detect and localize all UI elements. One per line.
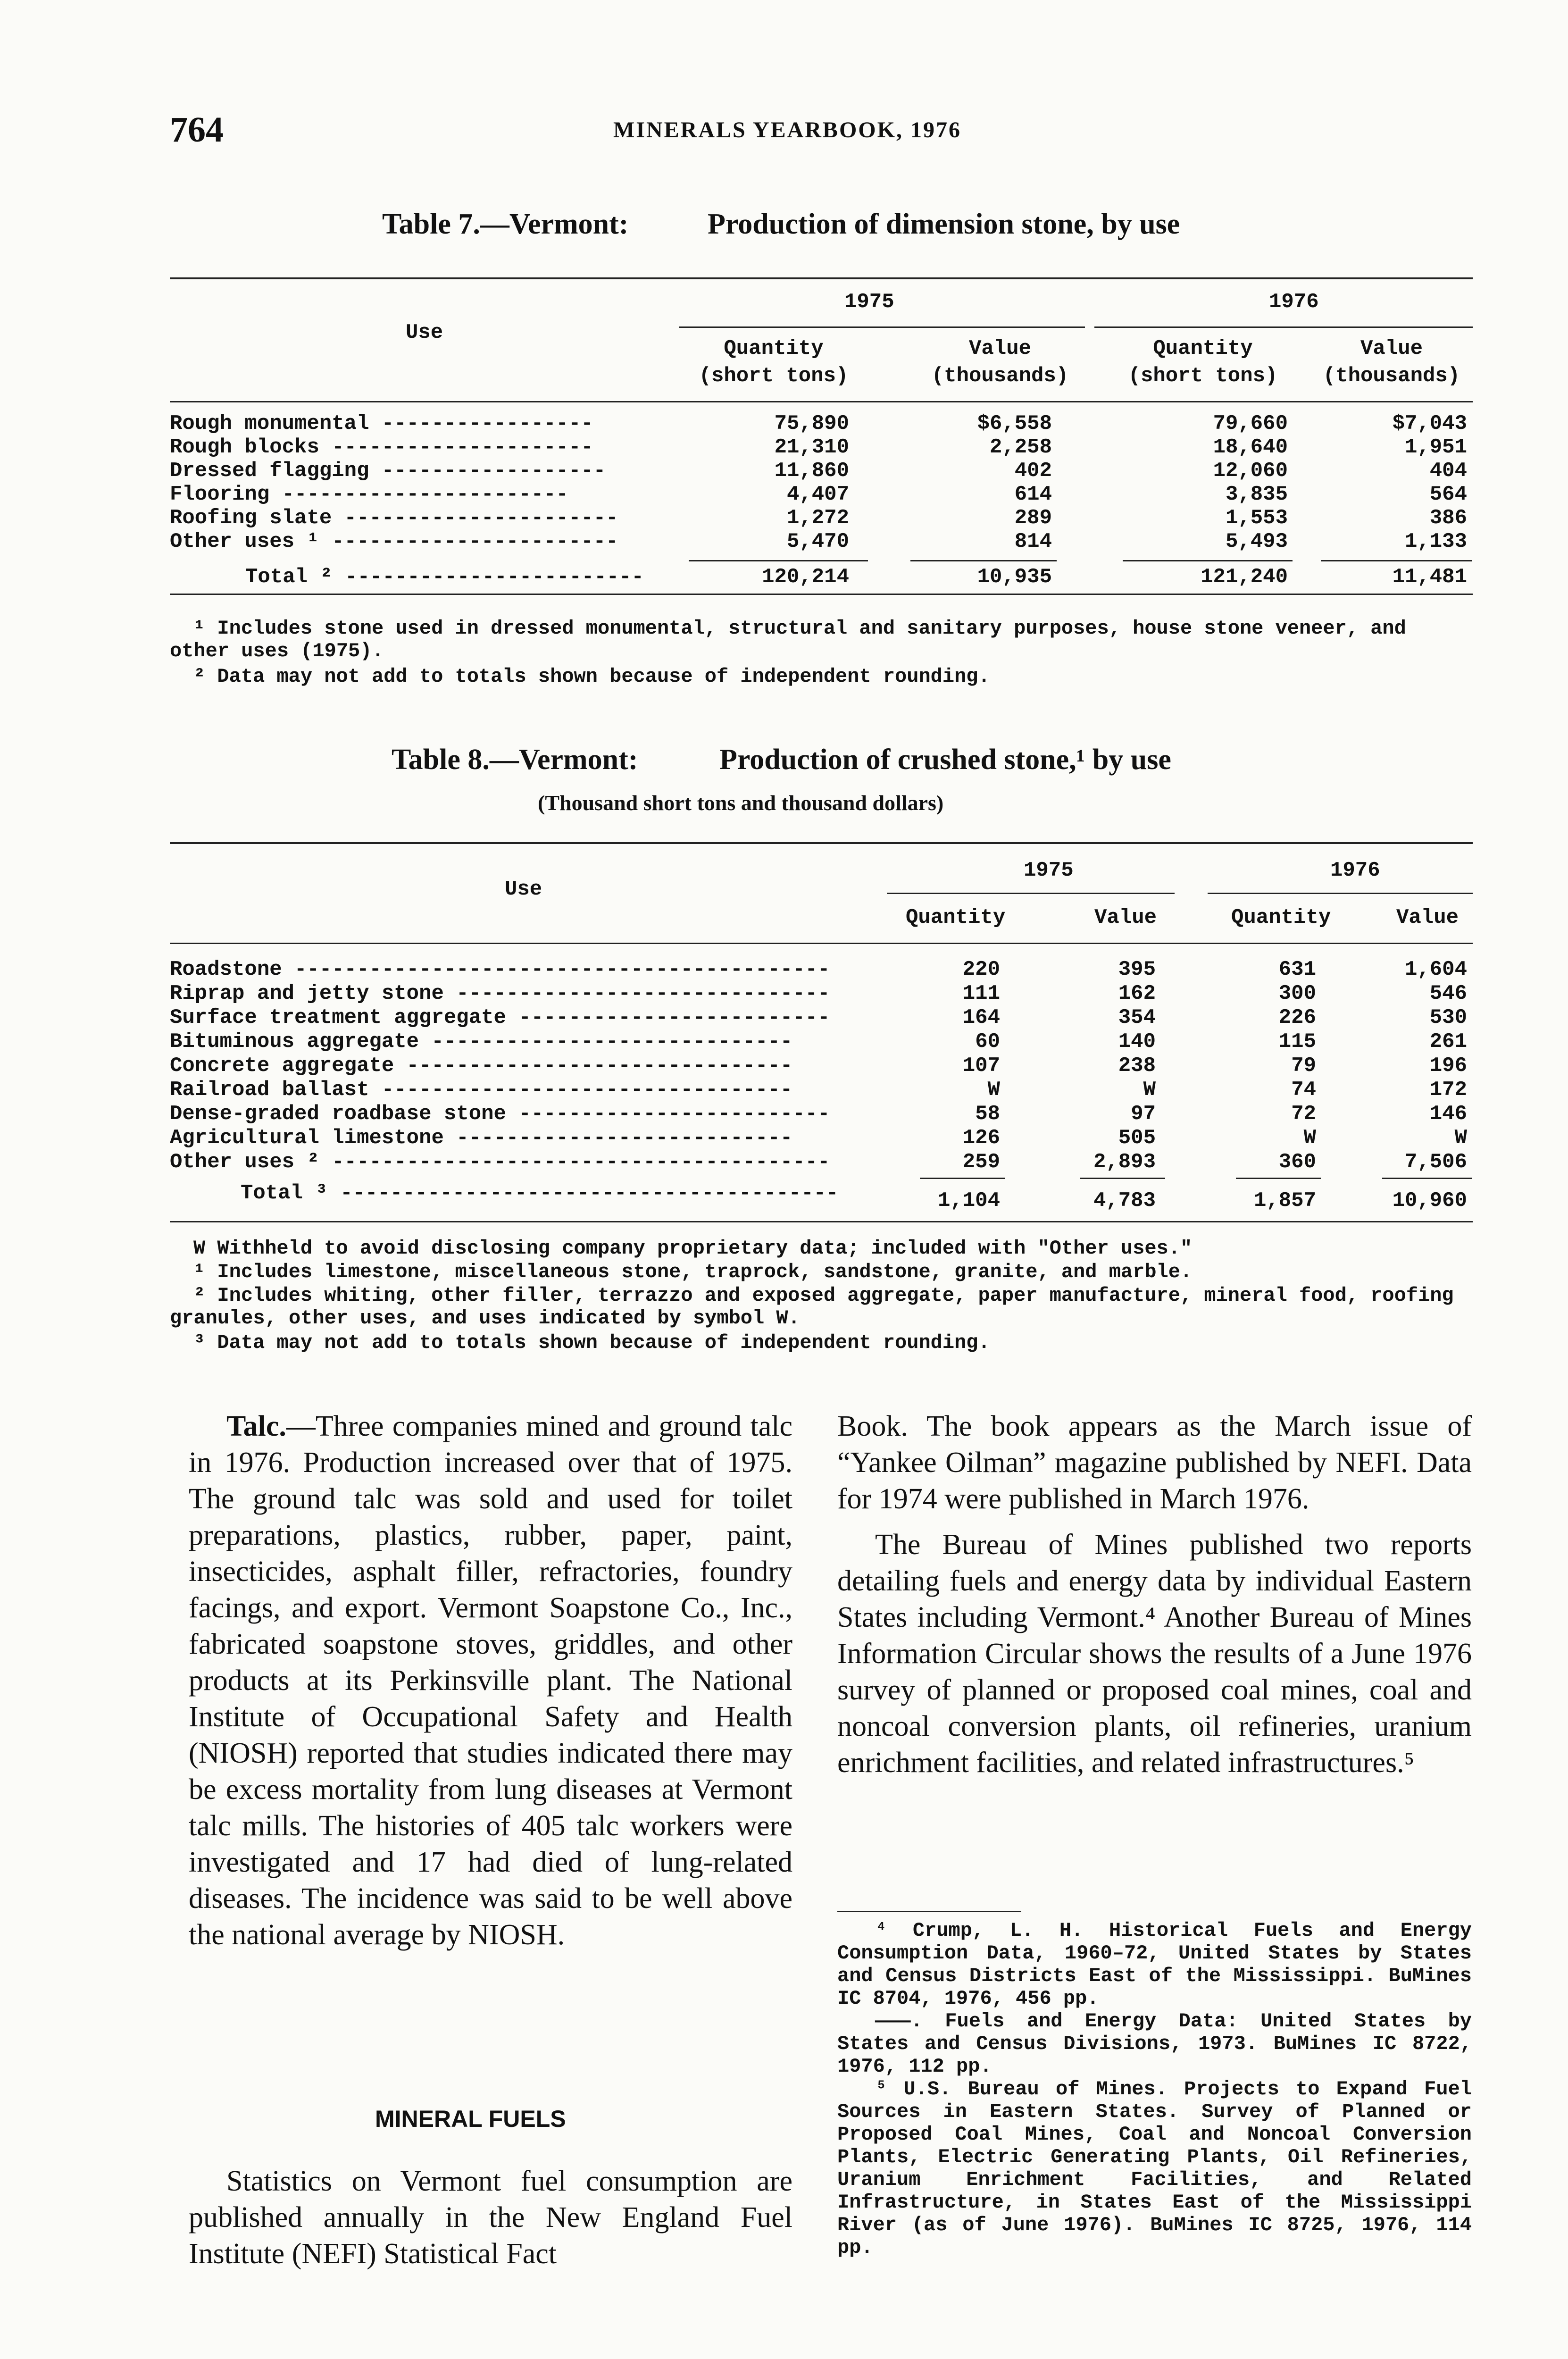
table-cell: 404 — [1429, 459, 1467, 483]
section-heading-mineral-fuels: MINERAL FUELS — [375, 2106, 566, 2132]
table7-col-v76: Value (thousands) — [1323, 337, 1460, 388]
table7-q75-column — [670, 412, 849, 553]
table7-use-header: Use — [406, 321, 443, 344]
table-cell: 18,640 — [1213, 435, 1288, 459]
table-cell: 126 — [962, 1126, 1000, 1150]
table-cell: 259 — [962, 1150, 1000, 1174]
table8-total-q76: 1,857 — [1253, 1189, 1316, 1213]
table-cell: 289 — [1014, 506, 1052, 530]
table8-sum-rule — [1382, 1178, 1472, 1179]
table-cell: 1,272 — [786, 506, 849, 530]
table8-header-rule — [170, 943, 1473, 944]
table8-col-q75: Quantity — [906, 906, 1006, 929]
table7-v76-column — [1311, 412, 1467, 553]
page-number: 764 — [170, 110, 224, 150]
table-cell: 238 — [1118, 1054, 1156, 1078]
table8-caption-title: Production of crushed stone,¹ by use — [719, 744, 1171, 776]
table8-use-header: Use — [505, 878, 542, 901]
table7-footnote-1: ¹ Includes stone used in dressed monumental, structural and sanitary purposes, house stone veneer, and other uses (1975). — [170, 617, 1406, 662]
running-title: MINERALS YEARBOOK, 1976 — [613, 117, 961, 142]
table7-use-column — [170, 412, 618, 553]
table-cell: 614 — [1014, 483, 1052, 506]
table8-total-label: Total ³ ---------------------------------------- — [241, 1181, 839, 1205]
talc-lead: Talc. — [226, 1410, 286, 1442]
table-cell: 196 — [1429, 1054, 1467, 1078]
table8-footnote-w: W Withheld to avoid disclosing company proprietary data; included with "Other uses." — [193, 1237, 1193, 1260]
table8-span-rule-1976 — [1208, 893, 1473, 894]
table-cell: 1,133 — [1404, 530, 1467, 553]
table8-total-q75: 1,104 — [937, 1189, 1000, 1213]
table7-col-q75: Quantity (short tons) — [699, 337, 849, 388]
right-column — [837, 1408, 1472, 1781]
table-cell: 395 — [1118, 958, 1156, 981]
table8-col-v76: Value — [1396, 906, 1459, 929]
table-row-label: Railroad ballast --------------------------------- — [170, 1078, 793, 1102]
table-cell: 115 — [1278, 1030, 1316, 1054]
table-cell: 74 — [1291, 1078, 1316, 1102]
table7-total-q76: 121,240 — [1201, 565, 1288, 589]
table-cell: 7,506 — [1404, 1150, 1467, 1174]
table-row-label: Other uses ² ---------------------------------------- — [170, 1150, 830, 1174]
reference-5: ⁵ U.S. Bureau of Mines. Projects to Expand Fuel Sources in Eastern States. Survey of Planned or Proposed Coal Mines, Coal and Noncoal Conversion Plants, Electric Generating Plants, Oil Refineries, Uranium Enrichment Facilities, and Related Infrastructure, in States East of the Mississippi River (as of June 1976). BuMines IC 8725, 1976, 114 pp. — [837, 2078, 1472, 2259]
table7-bottom-rule — [170, 594, 1473, 595]
table8-span-rule-1975 — [887, 893, 1175, 894]
table-cell: 354 — [1118, 1006, 1156, 1029]
table-row-label: Roofing slate ---------------------- — [170, 506, 618, 530]
references — [837, 1919, 1472, 2259]
table7-sum-rule — [689, 560, 868, 561]
table-cell: 11,860 — [774, 459, 849, 483]
table-cell: 530 — [1429, 1006, 1467, 1029]
table8-q76-column — [1208, 958, 1316, 1174]
table-cell: 79 — [1291, 1054, 1316, 1078]
table-cell: 226 — [1278, 1006, 1316, 1029]
table7-footnote-2: ² Data may not add to totals shown because of independent rounding. — [193, 665, 990, 688]
table8-q75-column — [896, 958, 1000, 1174]
table-row-label: Agricultural limestone --------------------------- — [170, 1126, 793, 1150]
table-cell: 172 — [1429, 1078, 1467, 1102]
talc-paragraph — [189, 1408, 792, 1953]
table-row-label: Rough monumental ----------------- — [170, 412, 593, 435]
table-cell: 12,060 — [1213, 459, 1288, 483]
table-cell: 814 — [1014, 530, 1052, 553]
table7-header-rule — [170, 401, 1473, 402]
talc-text: —Three companies mined and ground talc in 1976. Production increased over that of 1975. The ground talc was sold and used for toilet preparations, plastics, rubber, paper, paint, insecticides, asphalt filler, refractories, foundry facings, and export. Vermont Soapstone Co., Inc., fabricated soapstone stoves, griddles, and other products at its Perkinsville plant. The National Institute of Occupational Safety and Health (NIOSH) reported that studies indicated there may be excess mortality from lung diseases at Vermont talc mills. The histories of 405 talc workers were investigated and 17 had died of lung-related diseases. The incidence was said to be well above the national average by NIOSH. — [189, 1410, 792, 1951]
table8-caption-label: Table 8.—Vermont: — [392, 744, 638, 776]
fuels-paragraph: Statistics on Vermont fuel consumption are published annually in the New England Fuel Institute (NEFI) Statistical Fact — [189, 2165, 792, 2270]
fuels-paragraph-block — [189, 2163, 792, 2272]
table-cell: W — [1143, 1078, 1156, 1102]
table7-v75-column — [896, 412, 1052, 553]
table-cell: 360 — [1278, 1150, 1316, 1174]
table7-sum-rule — [1321, 560, 1472, 561]
table8-footnote-3: ³ Data may not add to totals shown because of independent rounding. — [193, 1331, 990, 1354]
table-cell: 146 — [1429, 1102, 1467, 1126]
table-cell: 261 — [1429, 1030, 1467, 1054]
table-cell: 72 — [1291, 1102, 1316, 1126]
table-cell: W — [987, 1078, 1000, 1102]
table7-total-v76: 11,481 — [1392, 565, 1467, 589]
table-cell: 21,310 — [774, 435, 849, 459]
table7-total-v75: 10,935 — [977, 565, 1052, 589]
table7-year-1975: 1975 — [844, 290, 894, 314]
table-cell: 1,951 — [1404, 435, 1467, 459]
table-row-label: Surface treatment aggregate ------------------------- — [170, 1006, 830, 1029]
table-cell: 1,604 — [1404, 958, 1467, 981]
table7-q76-column — [1099, 412, 1288, 553]
table7-year-1976: 1976 — [1269, 290, 1319, 314]
table7-top-rule — [170, 277, 1473, 279]
table-cell: 79,660 — [1213, 412, 1288, 435]
table7-col-v75: Value (thousands) — [931, 337, 1069, 388]
table-row-label: Bituminous aggregate ----------------------------- — [170, 1030, 793, 1054]
table-cell: 111 — [962, 982, 1000, 1005]
table-row-label: Roadstone ------------------------------------------- — [170, 958, 830, 981]
table-row-label: Dense-graded roadbase stone ------------------------- — [170, 1102, 830, 1126]
table7-sum-rule — [910, 560, 1057, 561]
reference-4: ⁴ Crump, L. H. Historical Fuels and Energy Consumption Data, 1960–72, United States by States and Census Districts East of the Mississippi. BuMines IC 8704, 1976, 456 pp. — [837, 1919, 1472, 2010]
table-cell: 97 — [1131, 1102, 1156, 1126]
table7-col-q76: Quantity (short tons) — [1128, 337, 1278, 388]
table-cell: 60 — [975, 1030, 1000, 1054]
table-cell: 3,835 — [1225, 483, 1288, 506]
table-row-label: Rough blocks --------------------- — [170, 435, 593, 459]
right-paragraph-1: Book. The book appears as the March issue of “Yankee Oilman” magazine published by NEFI. Data for 1974 were published in March 1976. — [837, 1410, 1472, 1515]
table-cell: 2,258 — [989, 435, 1052, 459]
table-cell: 300 — [1278, 982, 1316, 1005]
table8-col-v75: Value — [1094, 906, 1157, 929]
table8-sum-rule — [1236, 1178, 1321, 1179]
table8-footnote-1: ¹ Includes limestone, miscellaneous stone, traprock, sandstone, granite, and marble. — [193, 1261, 1193, 1283]
table-cell: $6,558 — [977, 412, 1052, 435]
table7-span-rule-1975 — [679, 326, 1085, 328]
table-cell: 5,493 — [1225, 530, 1288, 553]
table-cell: 164 — [962, 1006, 1000, 1029]
table-cell: 631 — [1278, 958, 1316, 981]
table-row-label: Dressed flagging ------------------ — [170, 459, 606, 483]
table-cell: 140 — [1118, 1030, 1156, 1054]
table-cell: 1,553 — [1225, 506, 1288, 530]
references-rule — [837, 1911, 1021, 1912]
table-cell: 564 — [1429, 483, 1467, 506]
table-row-label: Riprap and jetty stone ------------------------------ — [170, 982, 830, 1005]
table-cell: 162 — [1118, 982, 1156, 1005]
table-row-label: Concrete aggregate ------------------------------- — [170, 1054, 793, 1078]
table8-top-rule — [170, 842, 1473, 844]
table7-caption-label: Table 7.—Vermont: — [382, 208, 629, 240]
table7-total-q75: 120,214 — [762, 565, 849, 589]
table7-span-rule-1976 — [1094, 326, 1473, 328]
table-cell: 546 — [1429, 982, 1467, 1005]
reference-4b: ———. Fuels and Energy Data: United States by States and Census Divisions, 1973. BuMines IC 8722, 1976, 112 pp. — [837, 2010, 1472, 2078]
table7-sum-rule — [1123, 560, 1293, 561]
table-cell: 107 — [962, 1054, 1000, 1078]
table8-year-1976: 1976 — [1330, 859, 1380, 882]
table7-total-label: Total ² ------------------------ — [245, 565, 644, 589]
table-cell: W — [1303, 1126, 1316, 1150]
table-cell: 75,890 — [774, 412, 849, 435]
table-row-label: Other uses ¹ ----------------------- — [170, 530, 618, 553]
table-cell: $7,043 — [1392, 412, 1467, 435]
table8-v76-column — [1349, 958, 1467, 1174]
table-cell: 2,893 — [1093, 1150, 1156, 1174]
table8-total-v75: 4,783 — [1093, 1189, 1156, 1213]
table8-col-q76: Quantity — [1231, 906, 1331, 929]
table-cell: 58 — [975, 1102, 1000, 1126]
table8-sum-rule — [920, 1178, 1005, 1179]
table8-footnote-2: ² Includes whiting, other filler, terrazzo and exposed aggregate, paper manufacture, mineral food, roofing granules, other uses, and uses indicated by symbol W. — [170, 1284, 1454, 1330]
table-row-label: Flooring ----------------------- — [170, 483, 568, 506]
table8-use-column — [170, 958, 830, 1174]
table8-year-1975: 1975 — [1024, 859, 1074, 882]
table8-total-v76: 10,960 — [1392, 1189, 1467, 1213]
table8-bottom-rule — [170, 1221, 1473, 1222]
table8-sum-rule — [1080, 1178, 1165, 1179]
table-cell: W — [1454, 1126, 1467, 1150]
table-cell: 5,470 — [786, 530, 849, 553]
right-paragraph-2: The Bureau of Mines published two reports detailing fuels and energy data by individual Eastern States including Vermont.⁴ Another Bureau of Mines Information Circular shows the results of a June 1976 survey of planned or proposed coal mines, coal and noncoal conversion plants, oil refineries, uranium enrichment facilities, and related infrastructures.⁵ — [837, 1529, 1472, 1779]
table-cell: 4,407 — [786, 483, 849, 506]
table-cell: 220 — [962, 958, 1000, 981]
table8-subtitle: (Thousand short tons and thousand dollars) — [538, 791, 944, 815]
left-column — [189, 1408, 792, 1953]
table-cell: 505 — [1118, 1126, 1156, 1150]
table8-v75-column — [1038, 958, 1156, 1174]
table-cell: 386 — [1429, 506, 1467, 530]
table7-caption-title: Production of dimension stone, by use — [708, 208, 1180, 240]
table-cell: 402 — [1014, 459, 1052, 483]
